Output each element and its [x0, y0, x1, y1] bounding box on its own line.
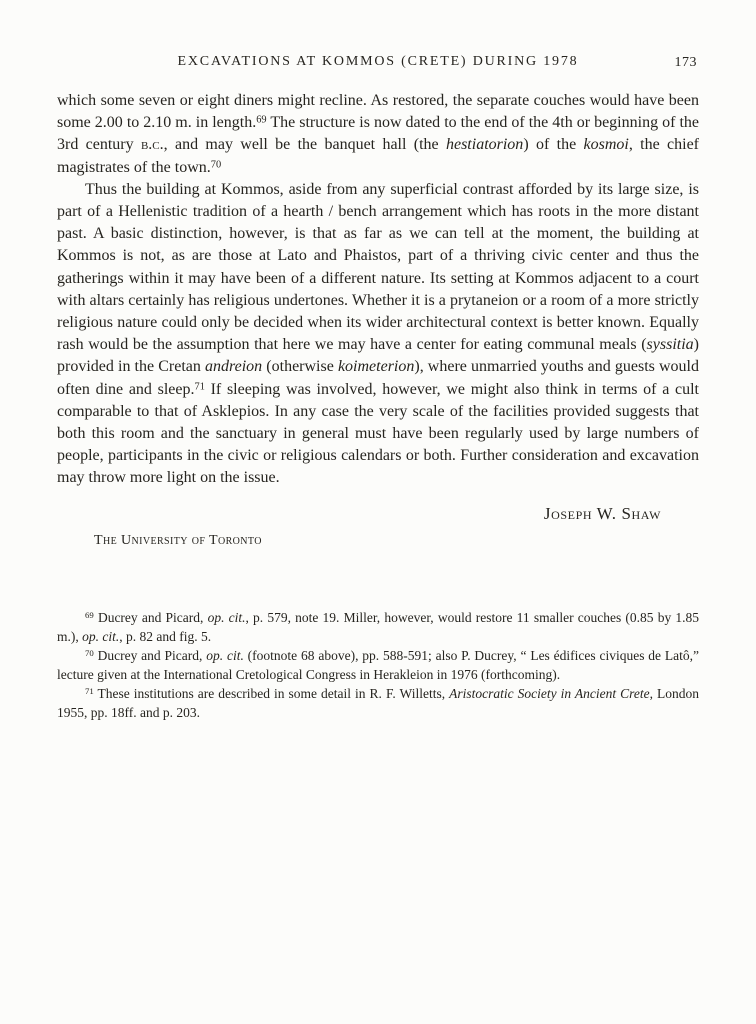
- text-run: 71: [194, 380, 205, 392]
- footnote-71: [57, 684, 699, 722]
- text-run: Thus the building at Kommos, aside from any superficial contrast afforded by its large size, is part of a Hellenistic tradition of a hearth / bench arrangement which has roots in the more distant past. A basic distinction, however, is that as far as we can tell at the moment, the building at Kommos is not, as are those at Lato and Phaistos, part of a thriving civic center and thus the gatherings within it may have been of a different nature. Its setting at Kommos adjacent to a court with altars certainly has religious undertones. Whether it is a prytaneion or a room of a more strictly religious nature could only be decided when its wider architectural context is better known. Equally rash would be the assumption that here we may have a center for eating communal meals (: [57, 180, 699, 354]
- page-number: 173: [674, 55, 697, 70]
- text-run: (footnote 68 above), pp. 588-591; also P. Ducrey, “ Les édifices civiques de Latô,” lecture given at the International Cretological Congress in Herakleion in 1976 (forthcoming).: [57, 648, 699, 683]
- body-paragraph-2: [57, 179, 699, 490]
- text-run: which some seven or eight diners might recline. As restored, the separate couches would have been some 2.00 to 2.10 m. in length.: [57, 92, 699, 132]
- text-run: kosmoi: [583, 136, 629, 154]
- text-run: op. cit.: [82, 629, 120, 645]
- text-run: 70: [210, 158, 222, 170]
- text-run: andreion: [204, 358, 263, 376]
- running-title: EXCAVATIONS AT KOMMOS (CRETE) DURING 1978: [177, 54, 579, 69]
- text-run: ) provided in the Cretan: [57, 336, 699, 376]
- text-run: (otherwise: [262, 358, 338, 376]
- text-run: koimeterion: [337, 358, 415, 376]
- text-run: op. cit.: [207, 610, 246, 626]
- text-run: Ducrey and Picard,: [93, 648, 207, 664]
- text-run: , and may well be the banquet hall (the: [163, 136, 446, 154]
- body-paragraph-1: [57, 90, 699, 179]
- text-run: , the chief magistrates of the town.: [57, 136, 700, 176]
- author-signature: Joseph W. Shaw: [543, 503, 661, 523]
- text-run: Ducrey and Picard,: [93, 610, 208, 626]
- text-run: , p. 579, note 19. Miller, however, would restore 11 smaller couches (0.85 by 1.85 m.),: [57, 610, 699, 645]
- article-body: [57, 90, 699, 722]
- text-run: 70: [85, 648, 94, 659]
- text-run: ) of the: [523, 136, 584, 154]
- text-run: The structure is now dated to the end of the 4th or beginning of the 3rd century: [57, 114, 699, 154]
- text-run: If sleeping was involved, however, we might also think in terms of a cult comparable to that of Asklepios. In any case the very scale of the facilities provided suggests that both this room and the sanctuary in general must have been regularly used by large numbers of people, participants in the civic or religious calendars or both. Further consideration and excavation may throw more light on the issue.: [57, 380, 699, 487]
- text-run: These institutions are described in some detail in R. F. Willetts,: [93, 686, 450, 702]
- page-header: [57, 54, 699, 70]
- text-run: 69: [256, 114, 267, 126]
- text-run: op. cit.: [206, 648, 244, 664]
- text-run: ), where unmarried youths and guests would often dine and sleep.: [57, 358, 699, 398]
- text-run: hestiatorion: [445, 136, 524, 154]
- text-run: syssitia: [646, 336, 694, 354]
- text-run: , London 1955, pp. 18ff. and p. 203.: [57, 686, 699, 721]
- footnotes-section: [57, 608, 699, 722]
- footnote-69: [57, 608, 699, 646]
- author-affiliation: The University of Toronto: [94, 532, 262, 548]
- text-run: b.c.: [140, 136, 164, 154]
- text-run: Aristocratic Society in Ancient Crete: [449, 686, 650, 702]
- text-run: 71: [85, 686, 94, 697]
- footnote-70: [57, 646, 699, 684]
- text-run: 69: [85, 610, 94, 621]
- text-run: , p. 82 and fig. 5.: [119, 629, 212, 645]
